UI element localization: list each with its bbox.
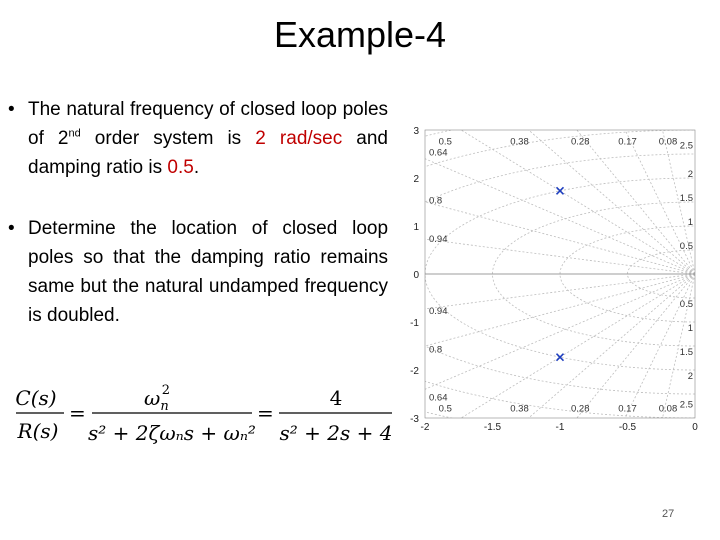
damping-label-top: 0.08 [658, 136, 678, 148]
y-tick-label: 2 [413, 174, 419, 185]
damping-label-top: 0.5 [438, 136, 452, 148]
formula-omega-subscript: n [160, 399, 169, 414]
frequency-label-right: 1 [687, 322, 693, 334]
formula-omega: ω [144, 386, 161, 410]
damping-label-top: 0.38 [510, 136, 529, 148]
bullet1-line3b: and damping ratio is [28, 128, 389, 178]
bullet-dot: • [8, 218, 15, 239]
formula-rhs-numerator: 4 [329, 386, 343, 410]
formula-rhs-denominator: s² + 2s + 4 [279, 421, 393, 445]
transfer-function-formula [14, 380, 394, 450]
bullet1-frequency-value: 2 [255, 128, 266, 149]
frequency-label-right: 2 [687, 370, 693, 382]
damping-label-bottom: 0.28 [571, 403, 590, 415]
bullet2-line2: loop poles so that the damping [28, 218, 389, 268]
damping-label-bottom: 0.08 [658, 403, 678, 415]
damping-label-left: 0.8 [429, 344, 443, 356]
damping-label-bottom: 0.5 [438, 403, 452, 415]
damping-label-left: 0.64 [429, 392, 448, 404]
bullet-dot: • [8, 99, 15, 120]
damping-label-left: 0.94 [429, 234, 448, 245]
x-tick-label: -2 [420, 422, 430, 433]
frequency-label-right: 0.5 [679, 241, 693, 253]
bullet2-line4: undamped frequency is doubled. [28, 276, 389, 326]
root-locus-plot [400, 118, 710, 438]
slide-number: 27 [662, 508, 675, 520]
damping-label-bottom: 0.17 [618, 403, 637, 415]
x-tick-label: -1.5 [483, 422, 502, 433]
bullet2-line3: ratio remains same but the natural [28, 247, 389, 297]
y-tick-label: 3 [413, 126, 419, 137]
bullet-text [28, 214, 388, 330]
bullet1-line1: The natural frequency of closed [28, 99, 296, 120]
bullet2-line1: Determine the location of closed [28, 218, 338, 239]
damping-label-top: 0.17 [618, 136, 637, 148]
y-tick-label: -2 [410, 366, 419, 377]
bullet-text [28, 95, 388, 182]
damping-label-left: 0.94 [429, 306, 448, 317]
formula-lhs-denominator: R(s) [17, 419, 59, 443]
formula-mid-denominator: s² + 2ζωₙs + ωₙ² [88, 421, 256, 445]
frequency-label-right: 2.5 [679, 399, 693, 411]
pole-marker [557, 187, 564, 194]
x-tick-label: -0.5 [618, 422, 637, 433]
frequency-label-right: 1.5 [679, 346, 693, 358]
y-tick-label: 1 [413, 222, 419, 233]
pole-marker [557, 354, 564, 361]
bullet1-period: . [193, 157, 200, 178]
y-tick-label: 0 [413, 270, 419, 281]
formula-equals-1: = [69, 401, 86, 425]
damping-label-left: 0.8 [429, 195, 443, 207]
frequency-label-right: 0.5 [679, 298, 693, 310]
formula-equals-2: = [257, 401, 274, 425]
slide-title: Example-4 [273, 14, 447, 55]
bullet1-damping-value: 0.5 [167, 157, 194, 178]
formula-omega-superscript: 2 [161, 383, 170, 398]
formula-mid-numerator [144, 383, 170, 414]
bullet1-line2a: loop poles of 2 [28, 99, 389, 149]
damping-label-left: 0.64 [429, 147, 448, 159]
frequency-label-right: 2 [687, 169, 693, 181]
frequency-label-right: 1.5 [679, 193, 693, 205]
frequency-label-right: 1 [687, 217, 693, 229]
grid-lines [400, 118, 710, 438]
bullet1-frequency-unit: rad/sec [279, 128, 343, 149]
bullet1-line2b: order system is [80, 128, 256, 149]
frequency-label-right: 2.5 [679, 140, 693, 152]
damping-label-bottom: 0.38 [510, 403, 529, 415]
x-tick-label: -1 [555, 422, 565, 433]
frequency-circle [400, 118, 710, 438]
formula-lhs-numerator: C(s) [15, 386, 57, 410]
damping-label-top: 0.28 [571, 136, 590, 148]
bullet1-superscript: nd [68, 127, 81, 140]
y-tick-label: -3 [410, 414, 419, 425]
bullet-determine-poles [8, 214, 388, 330]
y-tick-label: -1 [410, 318, 419, 329]
x-tick-label: 0 [692, 422, 698, 433]
bullet-natural-frequency [8, 95, 388, 182]
